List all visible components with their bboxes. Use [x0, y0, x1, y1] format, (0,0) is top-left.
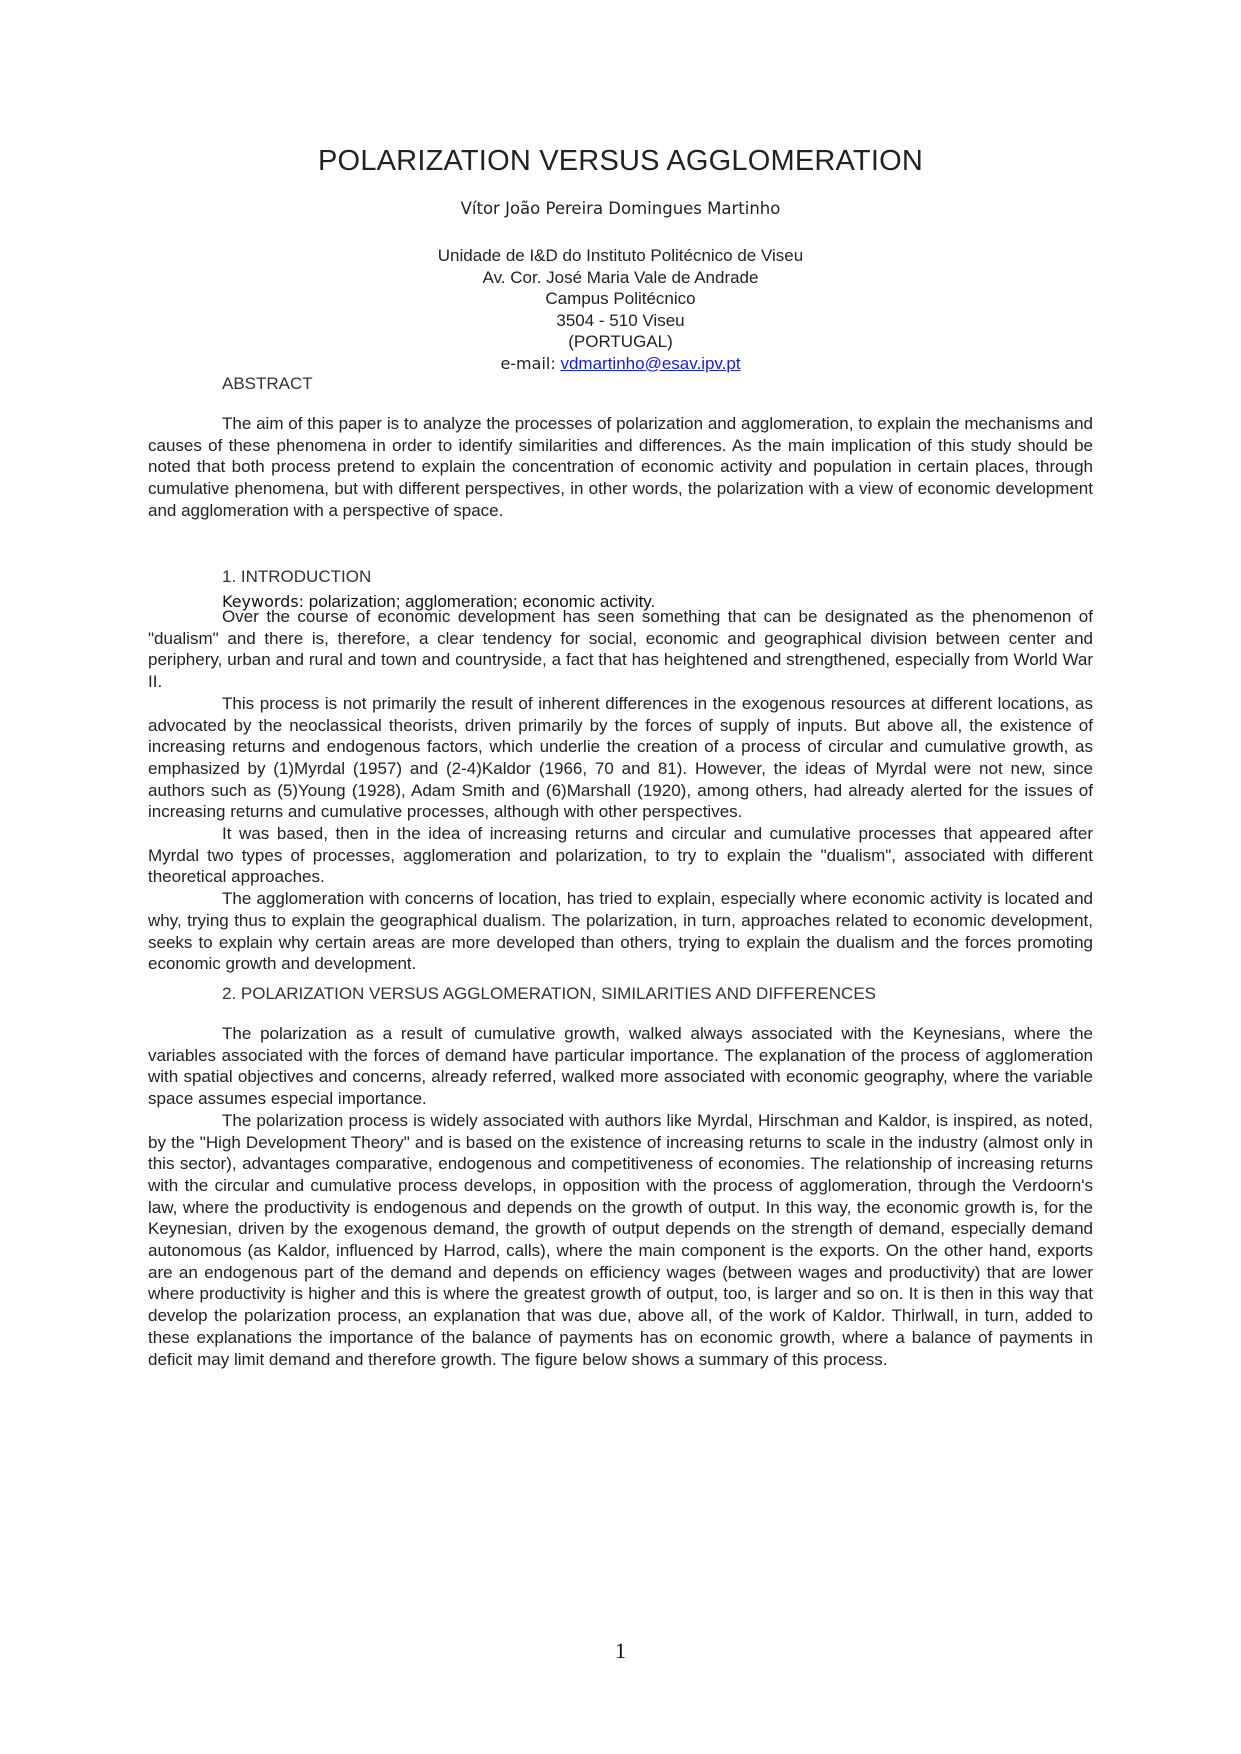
section2-body	[148, 1023, 1093, 1370]
paper-title: POLARIZATION VERSUS AGGLOMERATION	[318, 145, 923, 177]
abstract-body	[148, 413, 1093, 522]
section2-paragraph: The polarization as a result of cumulative growth, walked always associated with the Keynesians, where the variables associated with the forces of demand have particular importance. The explanation of the process of agglomeration with spatial objectives and concerns, already referred, walked more associated with economic geography, where the variable space assumes especial importance.	[148, 1024, 1093, 1109]
page-number: 1	[615, 1638, 626, 1663]
email-label: e-mail:	[500, 353, 556, 373]
author-name: Vítor João Pereira Domingues Martinho	[460, 199, 781, 218]
affiliation-country: (PORTUGAL)	[568, 332, 673, 351]
section1-paragraph: It was based, then in the idea of increasing returns and circular and cumulative processes that appeared after Myrdal two types of processes, agglomeration and polarization, to try to explain the "dualism", associated with different theoretical approaches.	[148, 824, 1093, 887]
affiliation-street: Av. Cor. José Maria Vale de Andrade	[482, 267, 759, 287]
affiliation-block	[148, 245, 1093, 374]
affiliation-institution: Unidade de I&D do Instituto Politécnico de Viseu	[437, 246, 804, 265]
section1-paragraph: Over the course of economic development has seen something that can be designated as the phenomenon of "dualism" and there is, therefore, a clear tendency for social, economic and geographical division between center and periphery, urban and rural and town and countryside, a fact that has heightened and strengthened, especially from World War II.	[148, 607, 1093, 692]
section2-heading: 2. POLARIZATION VERSUS AGGLOMERATION, SIMILARITIES AND DIFFERENCES	[222, 984, 876, 1003]
section1-body	[148, 606, 1093, 975]
abstract-heading: ABSTRACT	[222, 374, 313, 393]
email-link[interactable]: vdmartinho@esav.ipv.pt	[560, 353, 741, 373]
section1-paragraph: The agglomeration with concerns of location, has tried to explain, especially where economic activity is located and why, trying thus to explain the geographical dualism. The polarization, in turn, approaches related to economic development, seeks to explain why certain areas are more developed than others, trying to explain the dualism and the forces promoting economic growth and development.	[148, 889, 1093, 974]
keywords-label: Keywords:	[222, 592, 305, 611]
email-line	[148, 353, 1093, 375]
section1-heading: 1. INTRODUCTION	[222, 567, 372, 586]
paper-page	[148, 0, 1093, 1754]
abstract-text: The aim of this paper is to analyze the processes of polarization and agglomeration, to explain the mechanisms and causes of these phenomena in order to identify similarities and differences. As the main implication of this study should be noted that both process pretend to explain the concentration of economic activity and population in certain places, through cumulative phenomena, but with different perspectives, in other words, the polarization with a view of economic development and agglomeration with a perspective of space.	[148, 414, 1093, 520]
affiliation-postcode: 3504 - 510 Viseu	[556, 310, 685, 330]
section2-paragraph: The polarization process is widely associated with authors like Myrdal, Hirschman and Kaldor, is inspired, as noted, by the "High Development Theory" and is based on the existence of increasing returns to scale in the industry (almost only in this sector), advantages comparative, endogenous and competitiveness of economies. The relationship of increasing returns with the circular and cumulative process develops, in opposition with the process of agglomeration, through the Verdoorn's law, where the productivity is endogenous and depends on the growth of output. In this way, the economic growth is, for the Keynesian, driven by the exogenous demand, the growth of output depends on the strength of demand, especially demand autonomous (as Kaldor, influenced by Harrod, calls), where the main component is the exports. On the other hand, exports are an endogenous part of the demand and depends on efficiency wages (between wages and productivity) that are lower where productivity is higher and this is where the greatest growth of output, too, is larger and so on. It is then in this way that develop the polarization process, an explanation that was due, above all, of the work of Kaldor. Thirlwall, in turn, added to these explanations the importance of the balance of payments has on economic growth, where a balance of payments in deficit may limit demand and therefore growth. The figure below shows a summary of this process.	[148, 1110, 1093, 1369]
affiliation-campus: Campus Politécnico	[545, 289, 696, 308]
section1-paragraph: This process is not primarily the result of inherent differences in the exogenous resources at different locations, as advocated by the neoclassical theorists, driven primarily by the forces of supply of inputs. But above all, the existence of increasing returns and endogenous factors, which underlie the creation of a process of circular and cumulative growth, as emphasized by (1)Myrdal (1957) and (2-4)Kaldor (1966, 70 and 81). However, the ideas of Myrdal were not new, since authors such as (5)Young (1928), Adam Smith and (6)Marshall (1920), among others, had already alerted for the issues of increasing returns and cumulative processes, although with other perspectives.	[148, 693, 1093, 822]
keywords-text: polarization; agglomeration; economic activity.	[308, 592, 656, 611]
